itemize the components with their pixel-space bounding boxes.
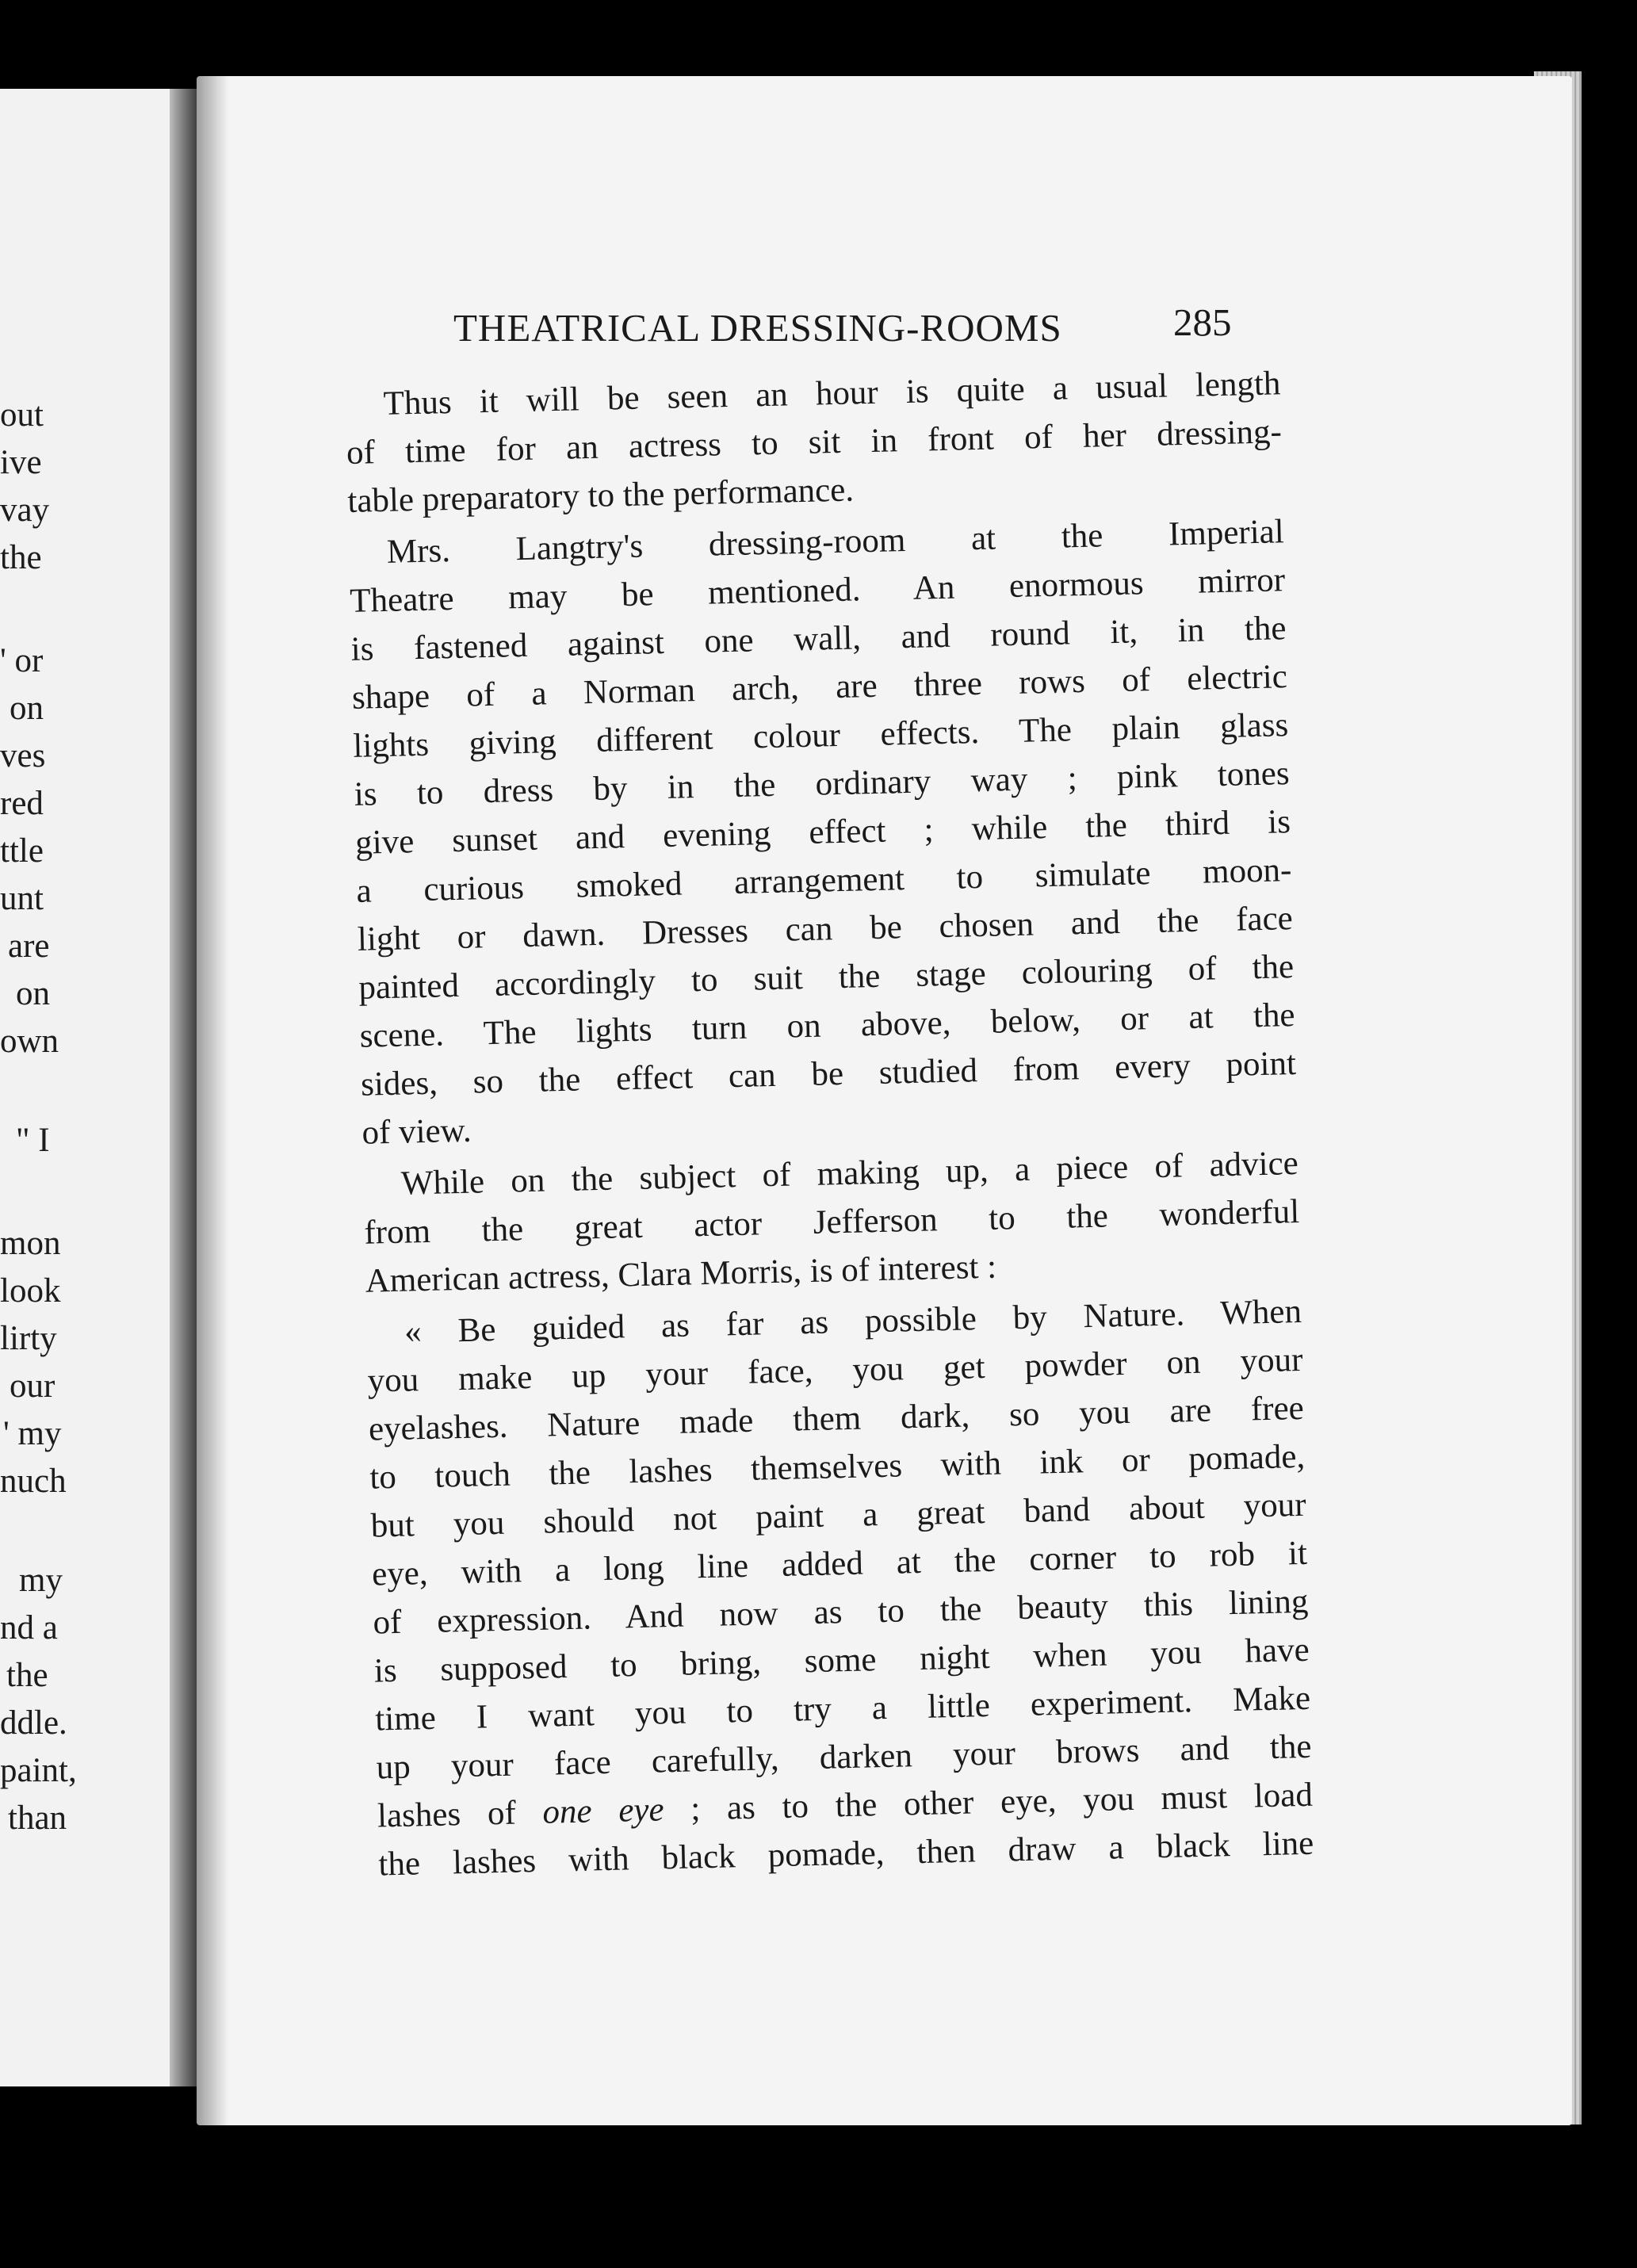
page-number: 285: [1173, 300, 1232, 344]
text-line: of view.: [361, 1111, 472, 1152]
left-fragment: vay: [0, 491, 50, 529]
text-line: time I want you to try a little experiment. Make: [374, 1679, 1311, 1738]
text-line: painted accordingly to suit the stage colouring of the: [358, 948, 1295, 1007]
left-fragment: nuch: [0, 1463, 67, 1500]
text-line: scene. The lights turn on above, below, or at the: [359, 996, 1296, 1055]
text-line: shape of a Norman arch, are three rows of electric: [351, 658, 1288, 717]
text-line: light or dawn. Dresses can be chosen and the face: [357, 900, 1294, 958]
left-fragment: ves: [0, 737, 46, 774]
left-fragment: on: [10, 690, 44, 727]
text-run: lashes of: [377, 1793, 543, 1835]
left-fragment: are: [8, 927, 50, 965]
text-line: Theatre may be mentioned. An enormous mirror: [349, 561, 1286, 620]
text-line: of time for an actress to sit in front of her dressing-: [346, 413, 1283, 472]
left-fragment: than: [8, 1799, 67, 1837]
book-gutter: [170, 89, 198, 2086]
italic-emphasis: one eye: [541, 1791, 665, 1831]
left-fragment: ' or: [0, 642, 44, 679]
text-line: sides, so the effect can be studied from every point: [360, 1045, 1297, 1103]
text-line: While on the subject of making up, a piece of advice: [400, 1144, 1299, 1203]
text-line: is fastened against one wall, and round it, in the: [350, 610, 1287, 668]
left-fragment: lirty: [0, 1320, 57, 1357]
text-line: give sunset and evening effect ; while the third is: [354, 803, 1291, 862]
left-fragment: ive: [0, 444, 42, 481]
left-fragment: " I: [16, 1122, 50, 1159]
facing-page-fragment: [0, 89, 198, 2086]
text-line: a curious smoked arrangement to simulate moon-: [356, 851, 1292, 910]
text-run: ; as to the other eye, you must load: [664, 1776, 1314, 1829]
text-line: but you should not paint a great band about your: [370, 1486, 1307, 1545]
text-line: is supposed to bring, some night when you have: [373, 1631, 1310, 1690]
text-line: from the great actor Jefferson to the wonderful: [363, 1192, 1300, 1252]
left-fragment: our: [10, 1367, 55, 1405]
text-line: up your face carefully, darken your brows and the: [376, 1727, 1312, 1787]
left-fragment: the: [6, 1657, 48, 1694]
text-line: is to dress by in the ordinary way ; pink tones: [354, 755, 1291, 813]
text-line: to touch the lashes themselves with ink or pomade,: [369, 1437, 1306, 1497]
left-fragment: red: [0, 785, 44, 822]
left-fragment: unt: [0, 880, 44, 917]
spine-shadow: [197, 76, 228, 2125]
left-fragment: my: [19, 1562, 63, 1599]
left-fragment: mon: [0, 1225, 61, 1262]
text-line: you make up your face, you get powder on your: [367, 1341, 1303, 1400]
text-line: eye, with a long line added at the corner to rob it: [371, 1534, 1308, 1593]
left-fragment: nd a: [0, 1609, 58, 1646]
running-head: THEATRICAL DRESSING-ROOMS: [453, 306, 1062, 350]
text-line: Thus it will be seen an hour is quite a usual length: [383, 365, 1281, 423]
text-line: the lashes with black pomade, then draw a black line: [377, 1824, 1314, 1884]
left-fragment: own: [0, 1023, 59, 1060]
left-fragment: paint,: [0, 1752, 77, 1789]
text-line: American actress, Clara Morris, is of interest :: [365, 1248, 997, 1300]
left-fragment: out: [0, 396, 44, 434]
left-fragment: on: [16, 975, 50, 1012]
left-fragment: ttle: [0, 832, 44, 870]
left-fragment: look: [0, 1272, 61, 1310]
text-line: lights giving different colour effects. The plain glass: [352, 706, 1289, 765]
left-fragment: the: [0, 539, 42, 576]
text-line: eyelashes. Nature made them dark, so you are free: [368, 1389, 1305, 1448]
text-line: « Be guided as far as possible by Nature. When: [404, 1292, 1302, 1351]
left-fragment: ' my: [3, 1415, 62, 1452]
body-text: [345, 359, 1314, 1888]
left-fragment: ddle.: [0, 1704, 67, 1742]
text-line: table preparatory to the performance.: [346, 471, 855, 520]
text-line: Mrs. Langtry's dressing-room at the Imperial: [386, 513, 1285, 571]
text-line: of expression. And now as to the beauty this lining: [373, 1582, 1309, 1642]
